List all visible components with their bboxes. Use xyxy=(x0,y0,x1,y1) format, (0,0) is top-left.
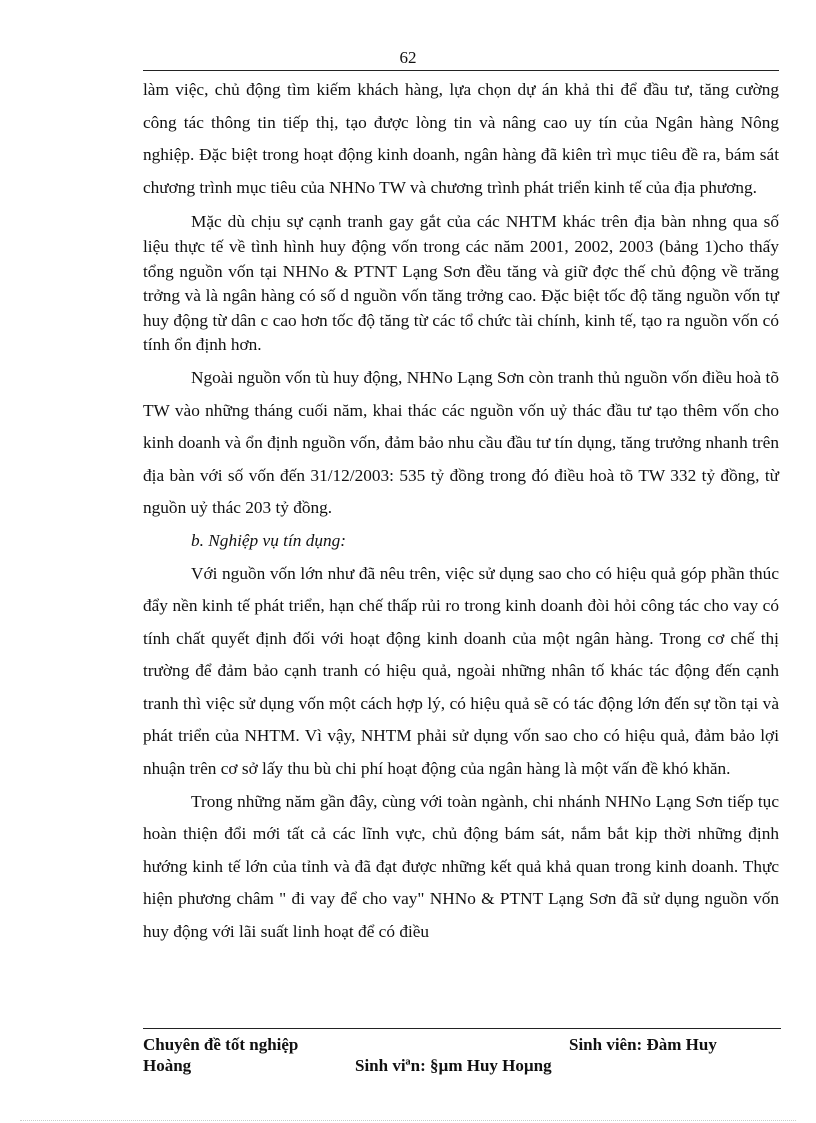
paragraph-5: Trong những năm gần đây, cùng với toàn ngành, chi nhánh NHNo Lạng Sơn tiếp tục hoàn thiện đổi mới tất cả các lĩnh vực, chủ động bám sát, nắm bắt kịp thời những định hướng kinh tế lớn của tỉnh và đã đạt được những kết quả khả quan trong kinh doanh. Thực hiện phương châm " đi vay để cho vay" NHNo & PTNT Lạng Sơn đã sử dụng nguồn vốn huy động với lãi suất linh hoạt để có điều xyxy=(143,791,779,942)
page-number: 62 xyxy=(399,48,417,67)
header-rule xyxy=(143,70,779,71)
footer-student-name-encoded: Sinh viªn: §µm Huy Hoµng xyxy=(355,1056,552,1075)
page-bottom-border xyxy=(20,1120,796,1121)
footer-student-name-continued: Hoàng xyxy=(143,1056,192,1075)
footer-thesis-label: Chuyên đề tốt nghiệp xyxy=(143,1035,299,1054)
paragraph-4: Với nguồn vốn lớn như đã nêu trên, việc sử dụng sao cho có hiệu quả góp phần thúc đẩy nền kinh tế phát triển, hạn chế thấp rủi ro trong kinh doanh đòi hỏi công tác cho vay có tính chất quyết định đối với hoạt động kinh doanh của một ngân hàng. Trong cơ chế thị trường để đảm bảo cạnh tranh có hiệu quả, ngoài những nhân tố khác tác động đến cạnh tranh thì việc sử dụng vốn một cách hợp lý, có hiệu quả sẽ có tác động lớn đến sự tồn tại và phát triển của NHTM. Vì vậy, NHTM phải sử dụng vốn sao cho có hiệu quả, đảm bảo lợi nhuận trên cơ sở lấy thu bù chi phí hoạt động của ngân hàng là một vấn đề khó khăn. xyxy=(143,563,779,779)
footer-rule xyxy=(143,1028,781,1029)
section-heading-b: b. Nghiệp vụ tín dụng: xyxy=(191,530,347,550)
paragraph-3: Ngoài nguồn vốn tù huy động, NHNo Lạng Sơn còn tranh thủ nguồn vốn điều hoà tõ TW vào những tháng cuối năm, khai thác các nguồn vốn uỷ thác đầu tư tạo thêm vốn cho kinh doanh và ổn định nguồn vốn, đảm bảo nhu cầu đầu tư tín dụng, tăng trưởng nhanh trên địa bàn với số vốn đến 31/12/2003: 535 tỷ đồng trong đó điều hoà tõ TW 332 tỷ đồng, từ nguồn uỷ thác 203 tỷ đồng. xyxy=(143,367,779,518)
footer-student-name: Sinh viên: Đàm Huy xyxy=(569,1035,717,1054)
paragraph-2: Mặc dù chịu sự cạnh tranh gay gắt của các NHTM khác trên địa bàn nhng qua số liệu thực tế về tình hình huy động vốn trong các năm 2001, 2002, 2003 (bảng 1)cho thấy tổng nguồn vốn tại NHNo & PTNT Lạng Sơn đều tăng và giữ đợc thế chủ động về trăng trởng và là ngân hàng có số d nguồn vốn tăng trởng cao. Đặc biệt tốc độ tăng nguồn vốn tự huy động từ dân c cao hơn tốc độ tăng từ các tổ chức tài chính, kinh tế, tạo ra nguồn vốn có tính ổn định hơn. xyxy=(143,212,779,355)
paragraph-1: làm việc, chủ động tìm kiếm khách hàng, lựa chọn dự án khả thi để đầu tư, tăng cường công tác thông tin tiếp thị, tạo được lòng tin và nâng cao uy tín của Ngân hàng Nông nghiệp. Đặc biệt trong hoạt động kinh doanh, ngân hàng đã kiên trì mục tiêu đề ra, bám sát chương trình mục tiêu của NHNo TW và chương trình phát triển kinh tế của địa phương. xyxy=(143,80,779,197)
page-footer xyxy=(143,1034,783,1076)
document-body xyxy=(143,74,779,949)
